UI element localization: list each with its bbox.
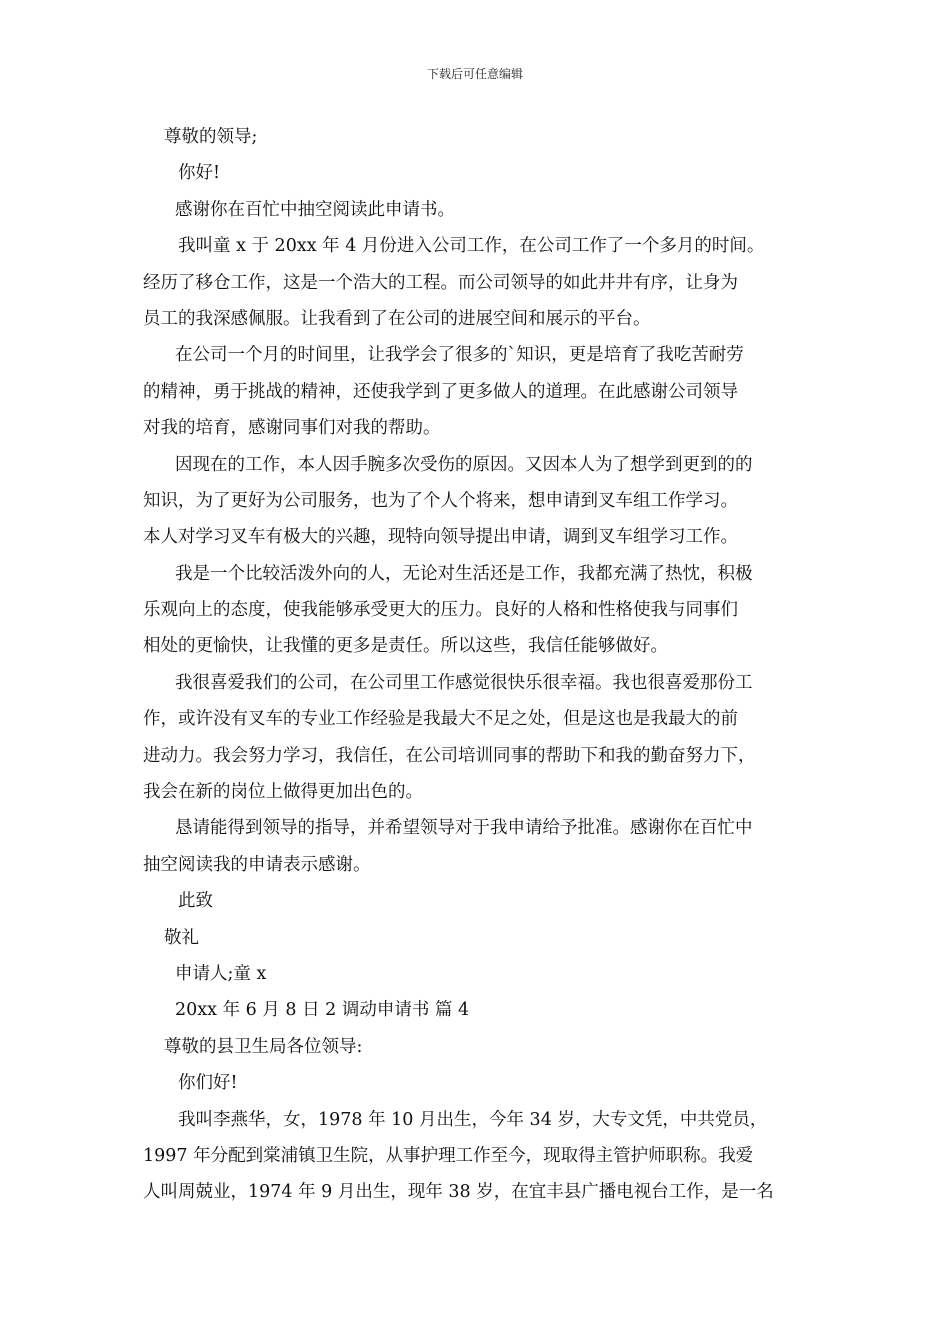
paragraph-line: 对我的培育，感谢同事们对我的帮助。	[143, 418, 441, 439]
paragraph-line: 1997 年分配到棠浦镇卫生院，从事护理工作至今，现取得主管护师职称。我爱	[143, 1145, 754, 1166]
greeting: 你好!	[178, 163, 221, 184]
paragraph-line: 我叫童 x 于 20xx 年 4 月份进入公司工作，在公司工作了一个多月的时间。	[178, 236, 765, 257]
paragraph-line: 在公司一个月的时间里，让我学会了很多的`知识，更是培育了我吃苦耐劳	[175, 345, 744, 366]
paragraph-line: 我很喜爱我们的公司，在公司里工作感觉很快乐很幸福。我也很喜爱那份工	[175, 672, 753, 693]
closing-line: 此致	[178, 891, 213, 912]
letter-body	[143, 119, 823, 1211]
paragraph-line: 恳请能得到领导的指导，并希望领导对于我申请给予批准。感谢你在百忙中	[175, 818, 753, 839]
paragraph-line: 知识，为了更好为公司服务，也为了个人个将来，想申请到叉车组工作学习。	[143, 490, 738, 511]
salutation: 尊敬的领导;	[164, 127, 258, 147]
paragraph-line: 抽空阅读我的申请表示感谢。	[143, 854, 371, 875]
paragraph-line: 的精神，勇于挑战的精神，还使我学到了更多做人的道理。在此感谢公司领导	[143, 381, 738, 402]
signature-line: 申请人;童 x	[175, 963, 267, 984]
paragraph-line: 我叫李燕华，女，1978 年 10 月出生，今年 34 岁，大专文凭，中共党员，	[178, 1109, 768, 1130]
paragraph-line: 我会在新的岗位上做得更加出色的。	[143, 782, 423, 803]
paragraph-line: 人叫周兢业，1974 年 9 月出生，现年 38 岁，在宜丰县广播电视台工作，是一名	[143, 1182, 774, 1203]
paragraph-line: 我是一个比较活泼外向的人，无论对生活还是工作，我都充满了热忱，积极	[175, 563, 753, 584]
paragraph-line: 相处的更愉快，让我懂的更多是责任。所以这些，我信任能够做好。	[143, 636, 668, 657]
paragraph-line: 进动力。我会努力学习，我信任，在公司培训同事的帮助下和我的勤奋努力下，	[143, 745, 756, 766]
date-line: 20xx 年 6 月 8 日 2 调动申请书 篇 4	[175, 1000, 470, 1021]
paragraph-line: 经历了移仓工作，这是一个浩大的工程。而公司领导的如此井井有序，让身为	[143, 272, 738, 293]
paragraph-line: 乐观向上的态度，使我能够承受更大的压力。良好的人格和性格使我与同事们	[143, 600, 738, 621]
salutation: 尊敬的县卫生局各位领导:	[164, 1036, 363, 1057]
closing-line: 敬礼	[164, 927, 199, 948]
greeting: 你们好!	[178, 1073, 238, 1094]
paragraph-line: 因现在的工作，本人因手腕多次受伤的原因。又因本人为了想学到更到的的	[175, 454, 753, 475]
paragraph-line: 本人对学习叉车有极大的兴趣，现特向领导提出申请，调到叉车组学习工作。	[143, 527, 738, 548]
paragraph-line: 作，或许没有叉车的专业工作经验是我最大不足之处，但是这也是我最大的前	[143, 709, 738, 730]
page-header: 下载后可任意编辑	[426, 67, 523, 81]
paragraph-line: 员工的我深感佩服。让我看到了在公司的进展空间和展示的平台。	[143, 308, 651, 329]
paragraph-line: 感谢你在百忙中抽空阅读此申请书。	[175, 199, 455, 220]
